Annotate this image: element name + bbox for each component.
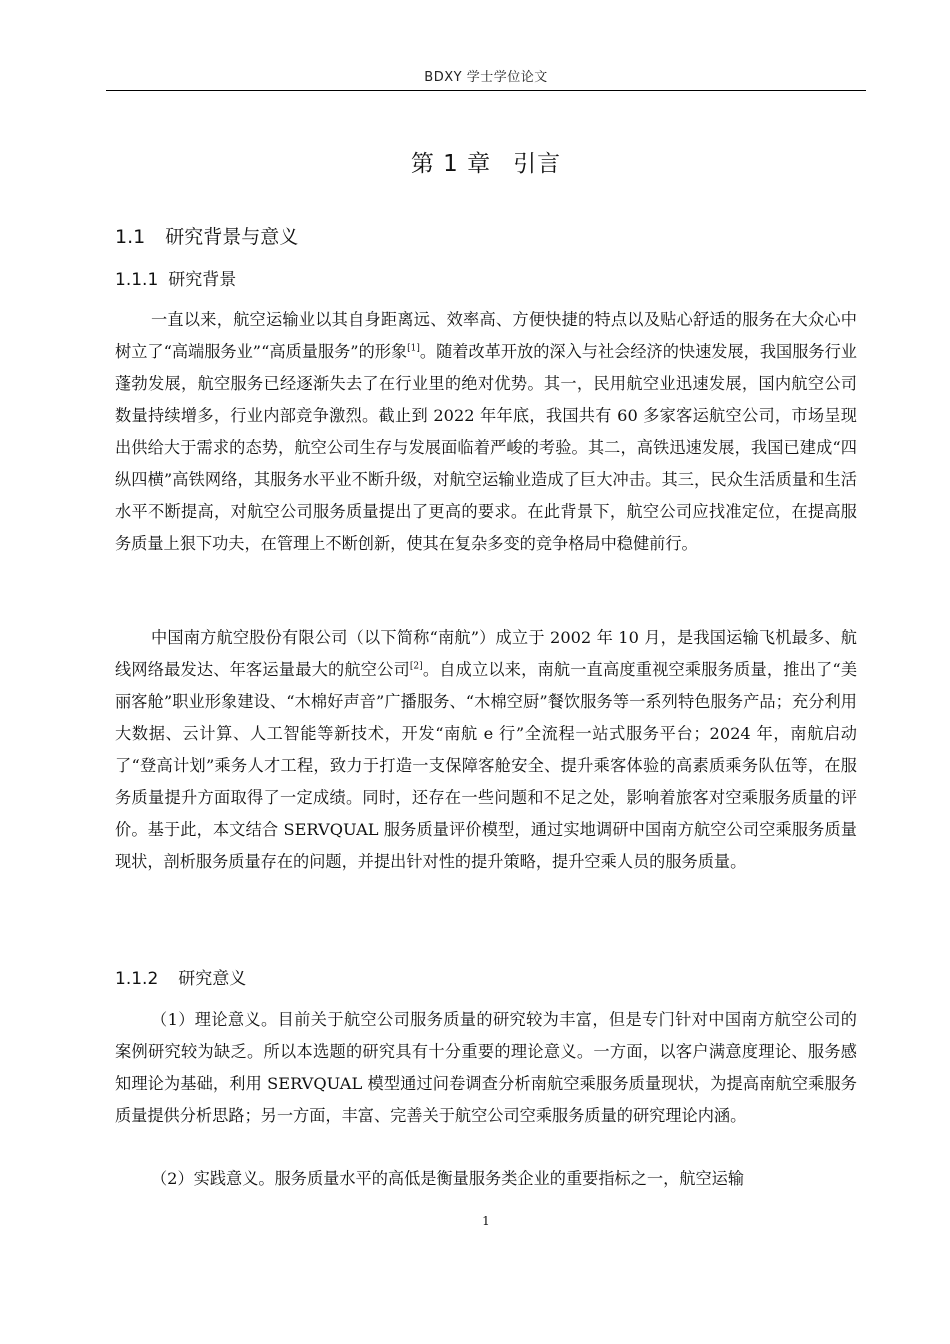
section-heading-1-1 bbox=[115, 222, 298, 249]
section-heading-1-1-1 bbox=[115, 265, 236, 290]
section-title: 研究背景 bbox=[168, 270, 237, 290]
paragraph-theoretical-significance: （1）理论意义。目前关于航空公司服务质量的研究较为丰富，但是专门针对中国南方航空公司的案例研究较为缺乏。所以本选题的研究具有十分重要的理论意义。一方面，以客户满意度理论、服务感知理论为基础，利用 SERVQUAL 模型通过问卷调查分析南航空乘服务质量现状，为提高南航空乘服务质量提供分析思路；另一方面，丰富、完善关于航空公司空乘服务质量的研究理论内涵。 bbox=[115, 1010, 857, 1125]
page-number: 1 bbox=[482, 1214, 490, 1228]
citation-ref-1[interactable]: [1] bbox=[407, 343, 420, 354]
citation-ref-2[interactable]: [2] bbox=[409, 661, 423, 672]
chapter-number: 第 1 章 bbox=[410, 151, 492, 177]
chapter-title bbox=[106, 145, 866, 178]
paragraph-background-1 bbox=[115, 304, 857, 560]
section-heading-1-1-2 bbox=[115, 964, 246, 989]
header-rule bbox=[106, 90, 866, 91]
section-number: 1.1.2 bbox=[115, 969, 159, 989]
paragraph-practical-significance: （2）实践意义。服务质量水平的高低是衡量服务类企业的重要指标之一，航空运输 bbox=[151, 1169, 745, 1188]
paragraph-text: 。自成立以来，南航一直高度重视空乘服务质量，推出了“美丽客舱”职业形象建设、“木棉好声音”广播服务、“木棉空厨”餐饮服务等一系列特色服务产品；充分利用大数据、云计算、人工智能等新技术，开发“南航 e 行”全流程一站式服务平台；2024 年，南航启动了“登高计划”乘务人才工程，致力于打造一支保障客舱安全、提升乘客体验的高素质乘务队伍等，在服务质量提升方面取得了一定成绩。同时，还存在一些问题和不足之处，影响着旅客对空乘服务质量的评价。基于此，本文结合 SERVQUAL 服务质量评价模型，通过实地调研中国南方航空公司空乘服务质量现状，剖析服务质量存在的问题，并提出针对性的提升策略，提升空乘人员的服务质量。 bbox=[115, 660, 858, 871]
running-header: BDXY 学士学位论文 bbox=[424, 70, 548, 85]
section-title: 研究背景与意义 bbox=[165, 226, 299, 248]
paragraph-text: 一直以来，航空运输业以其自身距离远、效率高、方便快捷的特点以及贴心舒适的服务在大众心中树立了“高端服务业”“高质量服务”的形象 bbox=[115, 310, 857, 361]
section-number: 1.1.1 bbox=[115, 270, 159, 290]
paragraph-background-2 bbox=[115, 622, 857, 878]
section-number: 1.1 bbox=[115, 226, 146, 248]
chapter-name: 引言 bbox=[513, 151, 562, 177]
paragraph-text: 。随着改革开放的深入与社会经济的快速发展，我国服务行业蓬勃发展，航空服务已经逐渐失去了在行业里的绝对优势。其一，民用航空业迅速发展，国内航空公司数量持续增多，行业内部竞争激烈。截止到 2022 年年底，我国共有 60 多家客运航空公司，市场呈现出供给大于需求的态势，航空公司生存与发展面临着严峻的考验。其二，高铁迅速发展，我国已建成“四纵四横”高铁网络，其服务水平业不断升级，对航空运输业造成了巨大冲击。其三，民众生活质量和生活水平不断提高，对航空公司服务质量提出了更高的要求。在此背景下，航空公司应找准定位，在提高服务质量上狠下功夫，在管理上不断创新，使其在复杂多变的竞争格局中稳健前行。 bbox=[115, 342, 857, 553]
paragraph-text: 中国南方航空股份有限公司（以下简称“南航”）成立于 2002 年 10 月，是我国运输飞机最多、航线网络最发达、年客运量最大的航空公司 bbox=[115, 628, 857, 679]
section-title: 研究意义 bbox=[178, 969, 247, 989]
